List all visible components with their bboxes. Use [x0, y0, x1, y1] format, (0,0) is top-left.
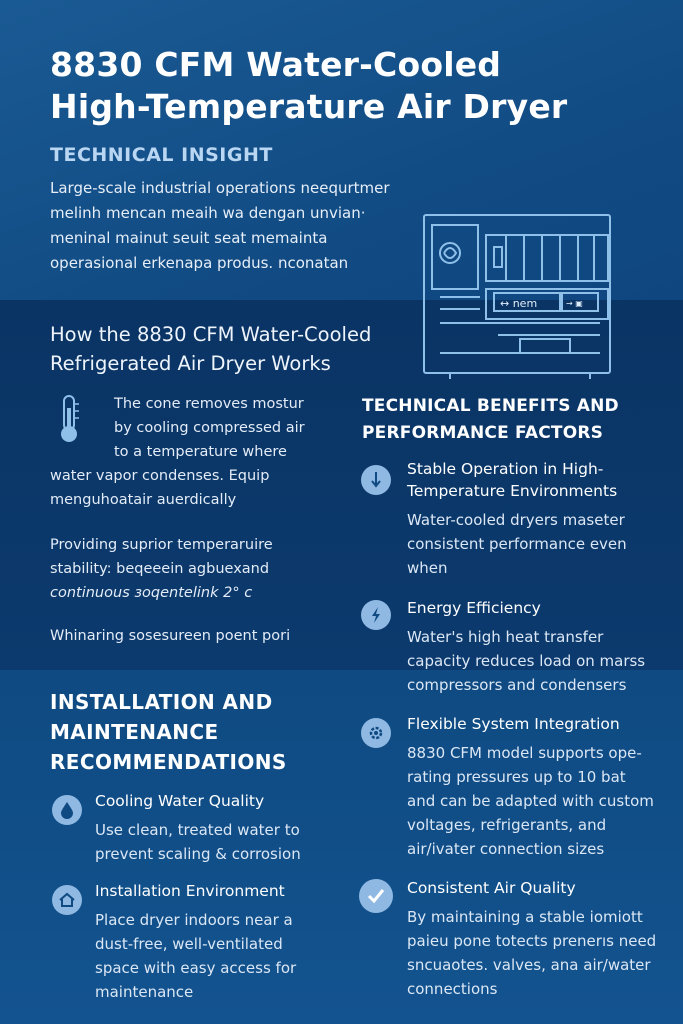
- technical-insight-heading: TECHNICAL INSIGHT: [50, 144, 273, 166]
- water-drop-icon: [52, 795, 82, 825]
- how-it-works-paragraph-3: Whinaring sosesureen poent pori: [50, 628, 291, 644]
- house-icon: [52, 885, 82, 915]
- gear-icon: [361, 718, 391, 748]
- benefit-item-air-quality: Consistent Air Quality By maintaining a stable iomiott paieu pone totects prenerıs need sncuaotes. valves, ana air/water connections: [407, 879, 657, 998]
- benefit-item-system-integration: Flexible System Integration 8830 CFM model supports ope-rating pressures up to 10 bat and can be adapted with custom voltages, refrigerants, and air/ivater connection sizes: [407, 715, 654, 858]
- technical-insight-text: [50, 176, 410, 276]
- lightning-icon: [361, 600, 391, 630]
- air-dryer-machine-icon: [420, 213, 620, 383]
- checkmark-icon: [359, 879, 393, 913]
- how-it-works-heading: How the 8830 CFM Water-Cooled Refrigerated Air Dryer Works: [50, 323, 372, 375]
- installation-heading: INSTALLATION AND MAINTENANCE RECOMMENDATIONS: [50, 690, 287, 774]
- how-it-works-paragraph-1: The cone removes mostur by cooling compressed air to a temperature where water vapor condenses. Equip menguhoatair auerdically: [50, 396, 305, 508]
- insight-line: Large-scale industrial operations neequrtmer: [50, 179, 390, 197]
- machine-label-left: ↔ nem: [500, 297, 538, 310]
- benefit-item-stable-operation: Stable Operation in High-Temperature Environments Water-cooled dryers maseter consistent performance even when: [407, 460, 627, 577]
- benefit-item-energy-efficiency: Energy Efficiency Water's high heat transfer capacity reduces load on marss compressors and condensers: [407, 599, 646, 694]
- insight-line: operasional erkenapa produs. nconatan: [50, 254, 349, 272]
- technical-benefits-heading: TECHNICAL BENEFITS AND PERFORMANCE FACTORS: [362, 396, 619, 443]
- how-it-works-paragraph-2: Providing suprior temperaruire stability: beqeeein agbuexand continuous зoqentelink 2° ϲ: [50, 537, 273, 601]
- page-title: 8830 CFM Water-Cooled High-Temperature Air Dryer: [50, 45, 568, 126]
- install-item-environment: Installation Environment Place dryer indoors near a dust-free, well-ventilated space with easy access for maintenance: [95, 882, 297, 1001]
- insight-line: melinh mencan meaih wa dengan unvian·: [50, 204, 366, 222]
- insight-line: meninal mainut seuit seat memainta: [50, 229, 328, 247]
- thermometer-icon: [361, 465, 391, 495]
- machine-label-right: → ▣: [566, 299, 583, 308]
- install-item-water-quality: Cooling Water Quality Use clean, treated water to prevent scaling & corrosion: [95, 792, 301, 863]
